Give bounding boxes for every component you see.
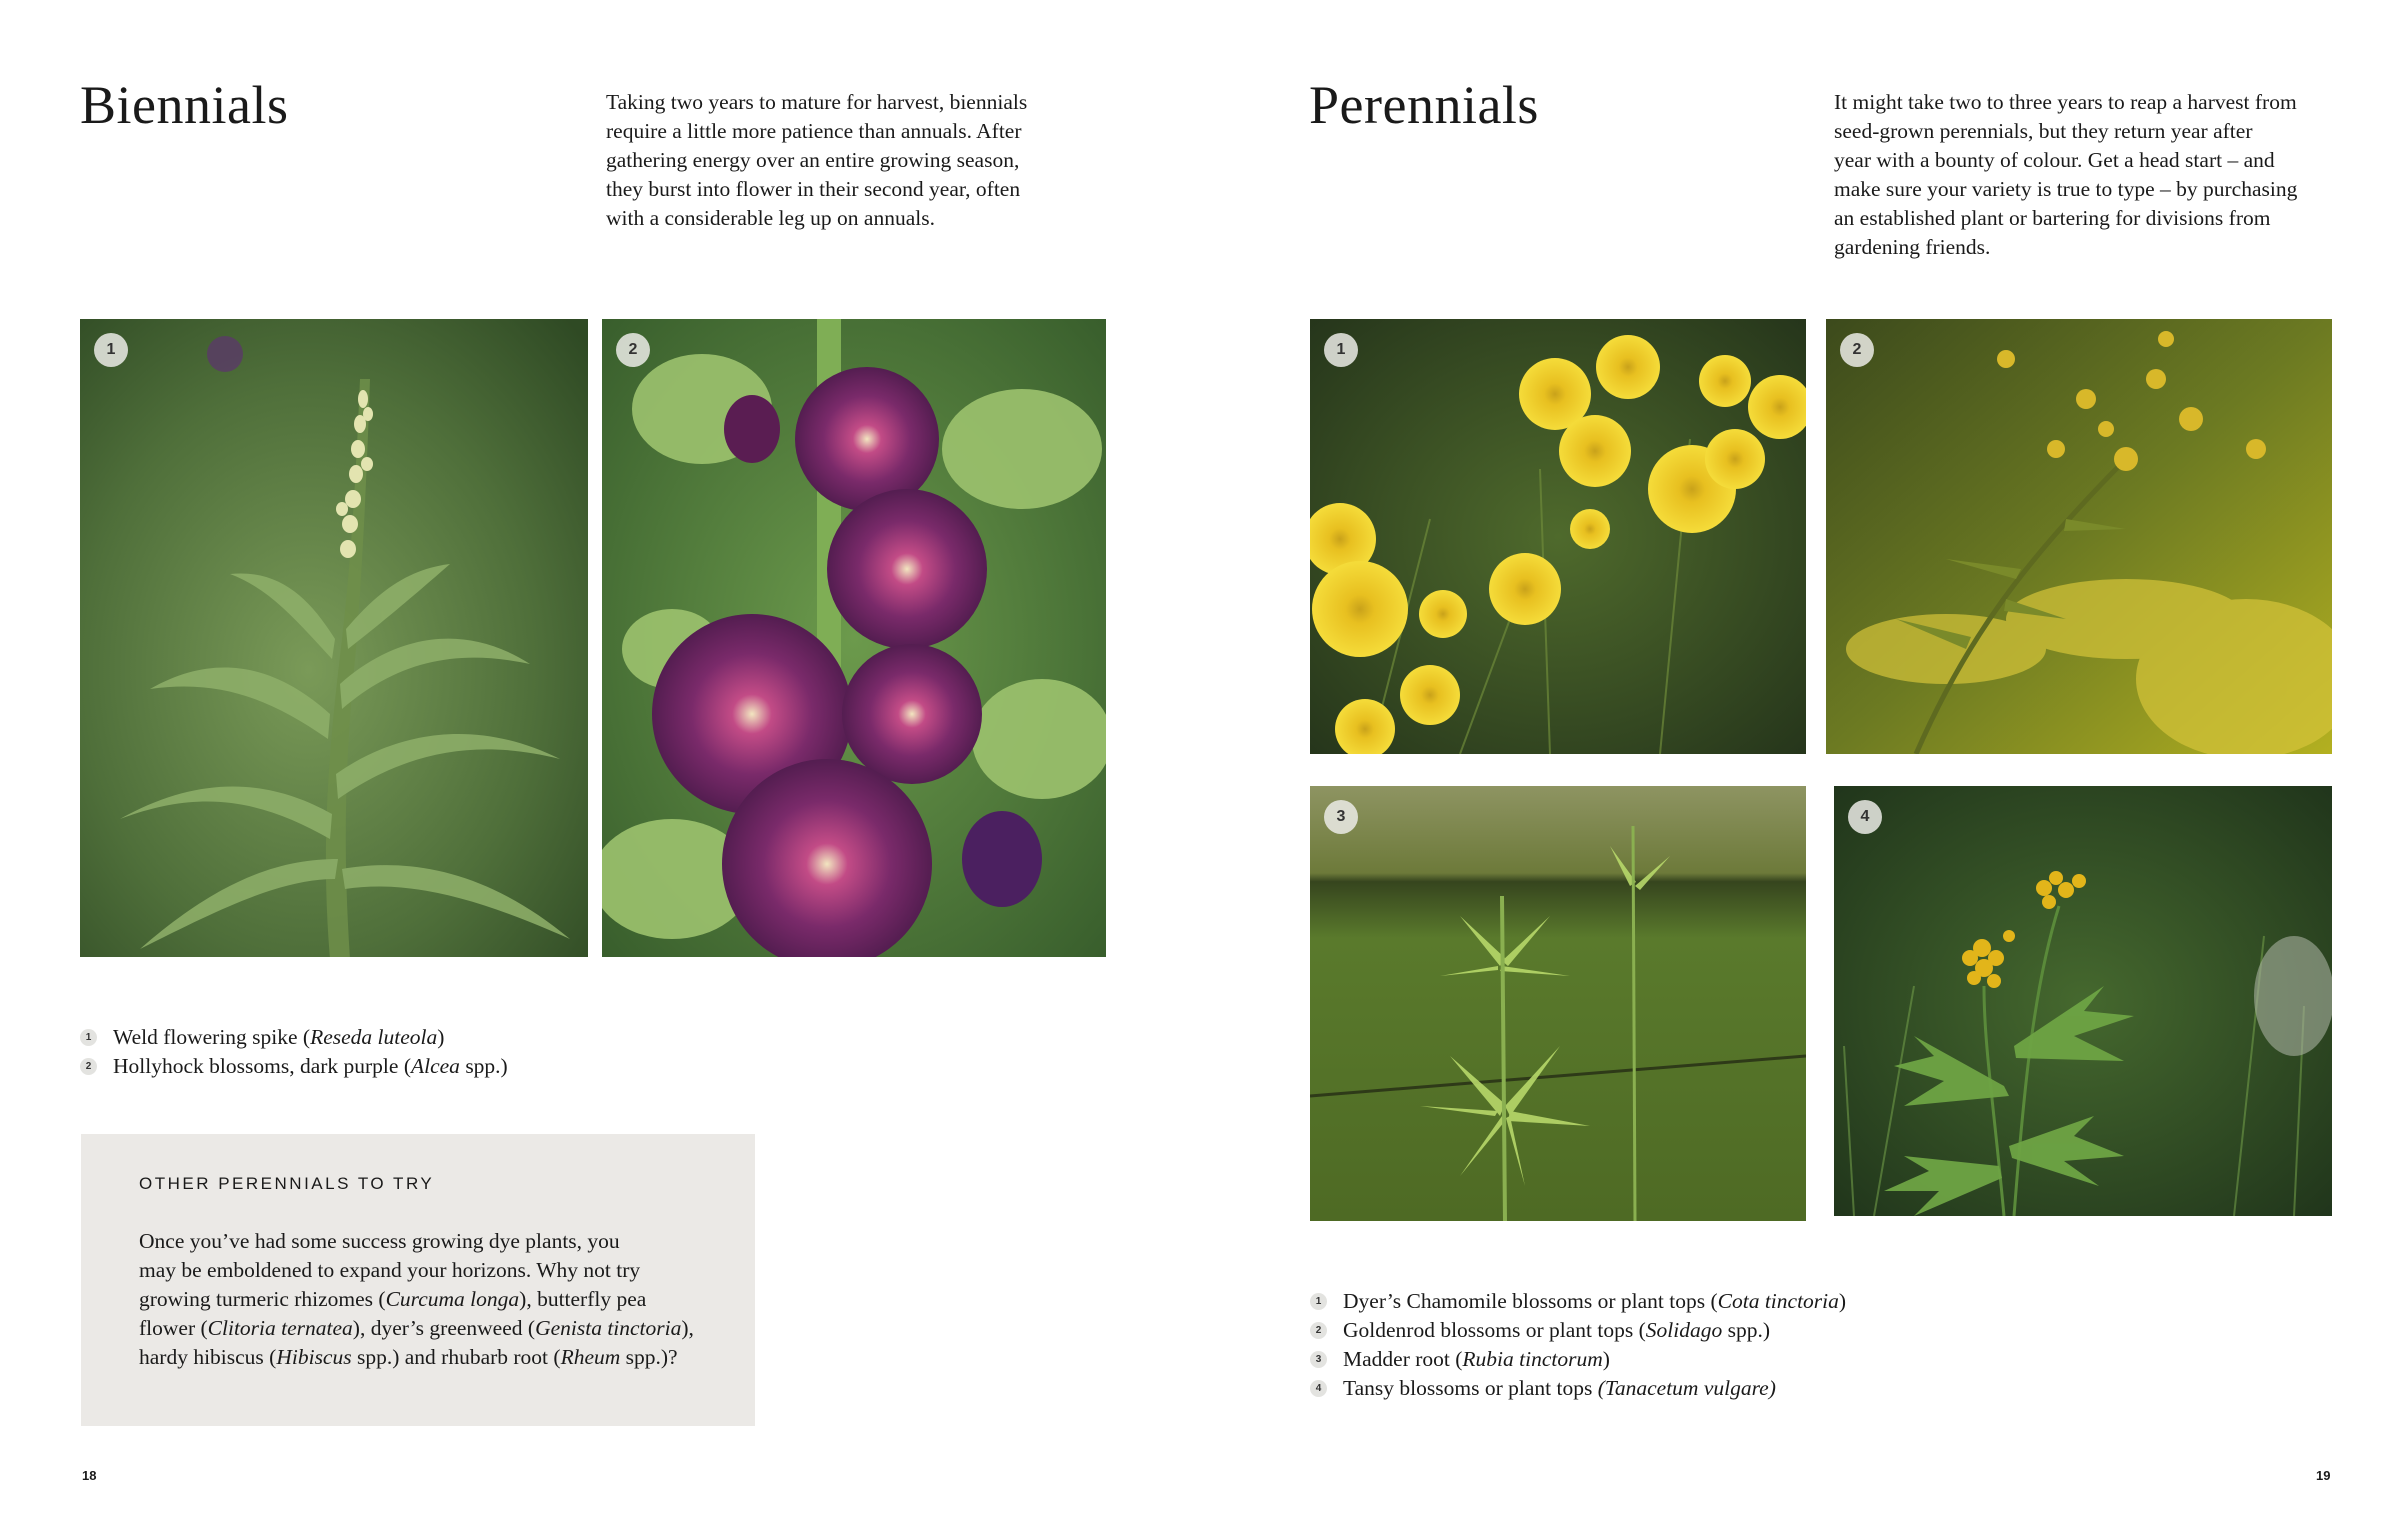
sidebar-line: may be emboldened to expand your horizons. Why not try xyxy=(139,1258,641,1282)
caption-number: 2 xyxy=(1310,1322,1327,1339)
caption-text: Madder root (Rubia tinctorum) xyxy=(1343,1347,1610,1371)
caption-text: Hollyhock blossoms, dark purple (Alcea spp.) xyxy=(113,1054,508,1078)
caption-item xyxy=(80,1023,508,1052)
sidebar-title: OTHER PERENNIALS TO TRY xyxy=(139,1174,435,1193)
sidebar-line: Once you’ve had some success growing dye plants, you xyxy=(139,1229,620,1253)
intro-line: an established plant or bartering for divisions from xyxy=(1834,206,2271,230)
madder-photo xyxy=(1310,786,1806,1221)
hollyhock-photo xyxy=(602,319,1106,957)
dyers-chamomile-photo xyxy=(1310,319,1806,754)
caption-text: Weld flowering spike (Reseda luteola) xyxy=(113,1025,445,1049)
caption-text: Goldenrod blossoms or plant tops (Solidago spp.) xyxy=(1343,1318,1771,1342)
photo-number-badge: 2 xyxy=(616,333,650,367)
right-page-heading: Perennials xyxy=(1309,75,1539,135)
right-caption-list xyxy=(1310,1287,1846,1403)
intro-line: year with a bounty of colour. Get a head start – and xyxy=(1834,148,2275,172)
caption-item xyxy=(80,1052,508,1081)
intro-line: they burst into flower in their second year, often xyxy=(606,177,1021,201)
caption-item xyxy=(1310,1345,1846,1374)
sidebar-body xyxy=(139,1227,739,1372)
caption-item xyxy=(1310,1316,1846,1345)
sidebar-line: growing turmeric rhizomes (Curcuma longa), butterfly pea xyxy=(139,1287,647,1311)
sidebar-line: flower (Clitoria ternatea), dyer’s greenweed (Genista tinctoria), xyxy=(139,1316,694,1340)
right-page-intro xyxy=(1834,88,2354,262)
caption-item xyxy=(1310,1287,1846,1316)
sidebar-line: hardy hibiscus (Hibiscus spp.) and rhubarb root (Rheum spp.)? xyxy=(139,1345,678,1369)
caption-number: 1 xyxy=(1310,1293,1327,1310)
caption-text: Dyer’s Chamomile blossoms or plant tops (Cota tinctoria) xyxy=(1343,1289,1847,1313)
caption-number: 3 xyxy=(1310,1351,1327,1368)
caption-number: 2 xyxy=(80,1058,97,1075)
photo-number-badge: 3 xyxy=(1324,800,1358,834)
intro-line: with a considerable leg up on annuals. xyxy=(606,206,935,230)
caption-number: 4 xyxy=(1310,1380,1327,1397)
page-number-left: 18 xyxy=(82,1468,97,1483)
left-caption-list xyxy=(80,1023,508,1081)
page-number-right: 19 xyxy=(2316,1468,2331,1483)
weld-photo xyxy=(80,319,588,957)
photo-number-badge: 1 xyxy=(94,333,128,367)
intro-line: gardening friends. xyxy=(1834,235,1991,259)
intro-line: gathering energy over an entire growing season, xyxy=(606,148,1020,172)
caption-item xyxy=(1310,1374,1846,1403)
other-perennials-sidebar xyxy=(81,1134,755,1426)
intro-line: seed-grown perennials, but they return year after xyxy=(1834,119,2253,143)
intro-line: make sure your variety is true to type – by purchasing xyxy=(1834,177,2298,201)
intro-line: Taking two years to mature for harvest, biennials xyxy=(606,90,1028,114)
goldenrod-photo xyxy=(1826,319,2332,754)
intro-line: require a little more patience than annuals. After xyxy=(606,119,1022,143)
caption-text: Tansy blossoms or plant tops (Tanacetum vulgare) xyxy=(1343,1376,1776,1400)
left-page-heading: Biennials xyxy=(80,75,289,135)
intro-line: It might take two to three years to reap a harvest from xyxy=(1834,90,2297,114)
tansy-photo xyxy=(1834,786,2332,1216)
caption-number: 1 xyxy=(80,1029,97,1046)
left-page-intro xyxy=(606,88,1066,233)
photo-number-badge: 1 xyxy=(1324,333,1358,367)
photo-number-badge: 2 xyxy=(1840,333,1874,367)
photo-number-badge: 4 xyxy=(1848,800,1882,834)
